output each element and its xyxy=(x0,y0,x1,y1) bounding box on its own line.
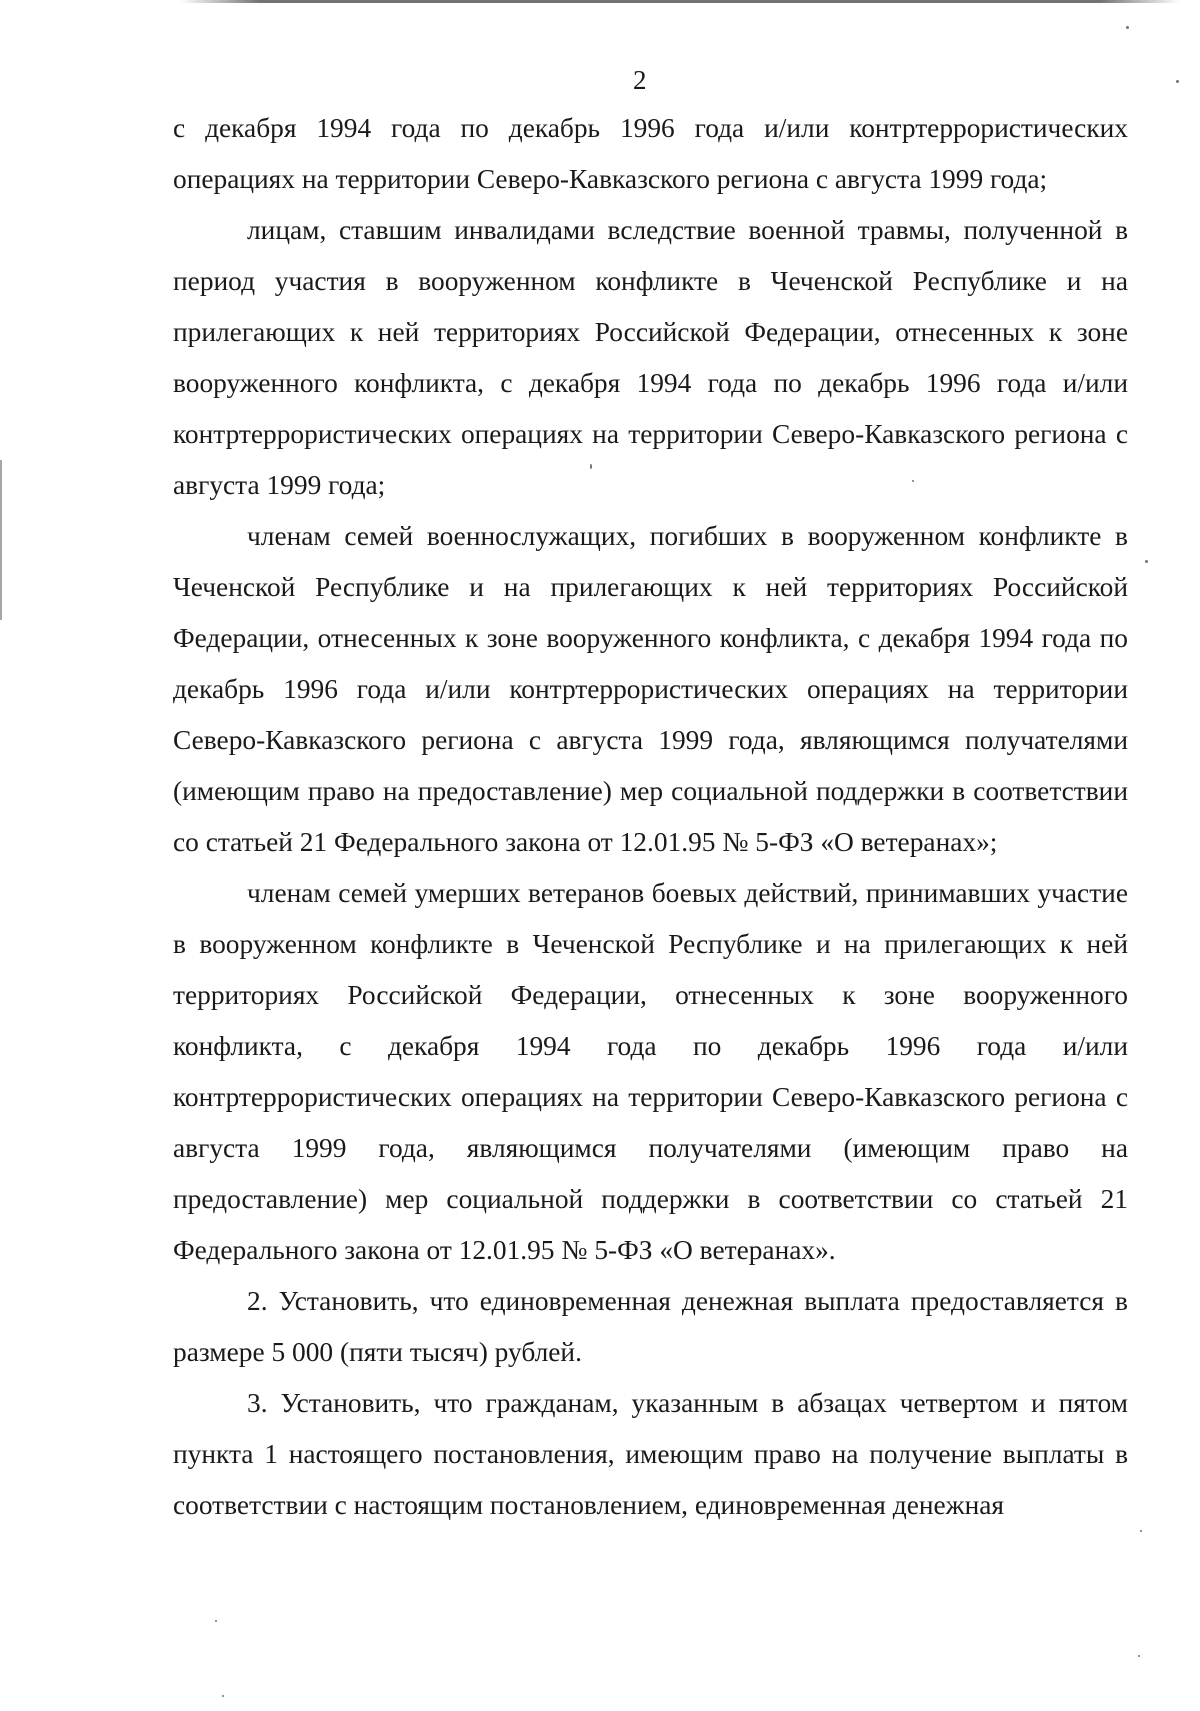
document-body xyxy=(173,103,1128,1531)
scan-speck xyxy=(215,1620,217,1622)
page-number: 2 xyxy=(633,65,647,95)
scan-edge-top xyxy=(180,0,1180,3)
paragraph-clause-3: 3. Установить, что гражданам, указанным в абзацах четвертом и пятом пункта 1 настоящего постановления, имеющим право на получение выплаты в соответствии с настоящим постановлением, единовременная денежная xyxy=(173,1388,1128,1520)
scan-speck xyxy=(222,1695,224,1697)
paragraph-families-of-deceased-veterans: членам семей умерших ветеранов боевых действий, принимавших участие в вооруженном конфликте в Чеченской Республике и на прилегающих к ней территориях Российской Федерации, отнесенных к зоне вооруженного конфликта, с декабря 1994 года по декабрь 1996 года и/или контртеррористических операциях на территории Северо-Кавказского региона с августа 1999 года, являющимся получателями (имеющим право на предоставление) мер социальной поддержки в соответствии со статьей 21 Федерального закона от 12.01.95 № 5-ФЗ «О ветеранах». xyxy=(173,878,1128,1265)
scan-speck xyxy=(1145,560,1148,563)
paragraph-clause-2: 2. Установить, что единовременная денежная выплата предоставляется в размере 5 000 (пяти тысяч) рублей. xyxy=(173,1286,1128,1367)
scan-edge-left xyxy=(0,460,2,620)
scan-speck xyxy=(1138,1655,1140,1657)
scan-speck xyxy=(1140,1530,1142,1532)
paragraph-disabled-persons: лицам, ставшим инвалидами вследствие военной травмы, полученной в период участия в вооруженном конфликте в Чеченской Республике и на прилегающих к ней территориях Российской Федерации, отнесенных к зоне вооруженного конфликта, с декабря 1994 года по декабрь 1996 года и/или контртеррористических операциях на территории Северо-Кавказского региона с августа 1999 года; xyxy=(173,215,1128,500)
paragraph-continuation: с декабря 1994 года по декабрь 1996 года и/или контртеррористических операциях на территории Северо-Кавказского региона с августа 1999 года; xyxy=(173,113,1128,194)
scan-speck xyxy=(1126,26,1129,29)
paragraph-families-of-deceased-servicemen: членам семей военнослужащих, погибших в вооруженном конфликте в Чеченской Республике и на прилегающих к ней территориях Российской Федерации, отнесенных к зоне вооруженного конфликта, с декабря 1994 года по декабрь 1996 года и/или контртеррористических операциях на территории Северо-Кавказского региона с августа 1999 года, являющимся получателями (имеющим право на предоставление) мер социальной поддержки в соответствии со статьей 21 Федерального закона от 12.01.95 № 5-ФЗ «О ветеранах»; xyxy=(173,521,1128,857)
